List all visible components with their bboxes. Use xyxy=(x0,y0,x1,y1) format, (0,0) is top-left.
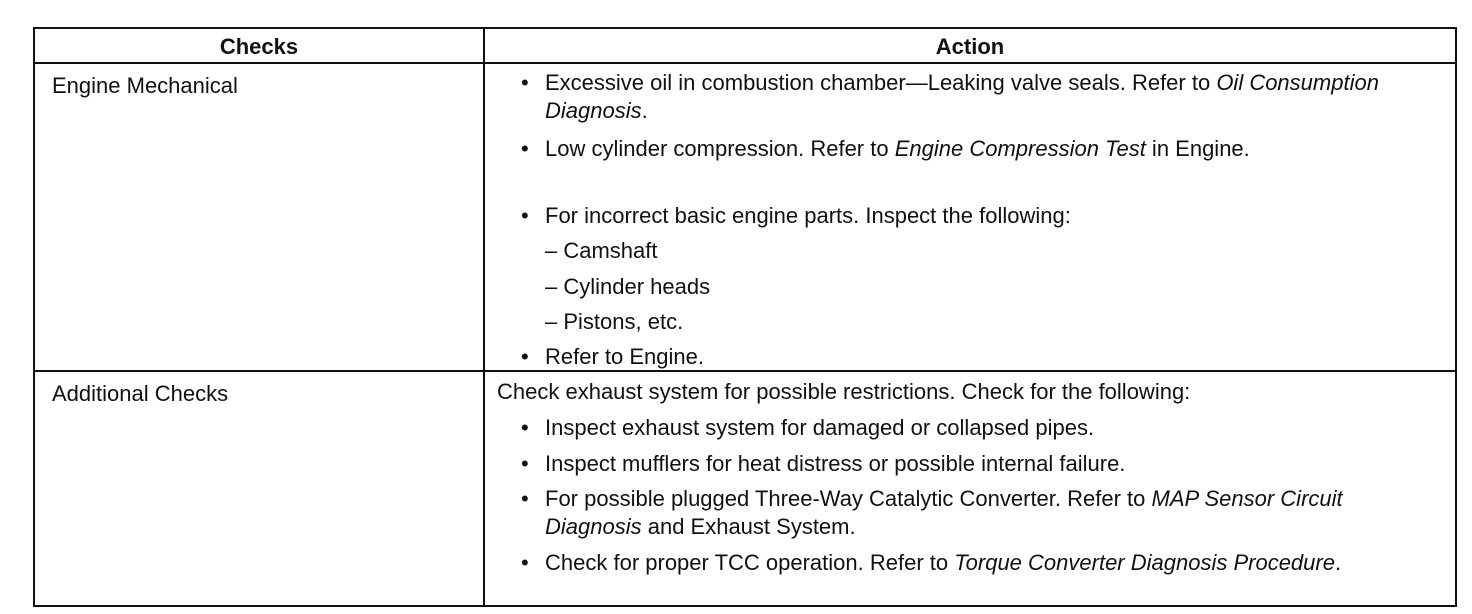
column-divider xyxy=(483,29,485,605)
action-column-header: Action xyxy=(935,34,1005,59)
bullet-icon: • xyxy=(521,203,529,228)
checks-column-header: Checks xyxy=(219,34,299,59)
check-additional-checks: Additional Checks xyxy=(52,381,229,406)
checks-action-table: Checks Action Engine Mechanical • Excessive oil in combustion chamber—Leaking valve seals. Refer to Oil Consumption Diagnosis. • Low cylinder compression. Refer to Engine Compression Test in Engine. • For incorrect basic engine parts. Inspect the following: – Camshaft – Cylinder heads – Pistons, etc. • Refer to Engine. Additional Checks Check exhaust system for possible restrictions. Check for the following: • Inspect exhaust system for damaged or collapsed pipes. • Inspect mufflers for heat distress or possible internal failure. • For possible plugged Three-Way Catalytic Converter. Refer to MAP Sensor Circuit Diagnosis and Exhaust System. • Check for proper TCC operation. Refer to Torque Converter Diagnosis Procedure. xyxy=(33,27,1457,607)
bullet-icon: • xyxy=(521,344,529,369)
bullet-icon: • xyxy=(521,486,529,511)
action-intro: Check exhaust system for possible restrictions. Check for the following: xyxy=(497,379,1191,404)
bullet-icon: • xyxy=(521,550,529,575)
check-engine-mechanical: Engine Mechanical xyxy=(52,73,238,98)
bullet-icon: • xyxy=(521,136,529,161)
bullet-icon: • xyxy=(521,70,529,95)
sub-list-item: – Pistons, etc. xyxy=(545,309,684,334)
sub-list-item: – Cylinder heads xyxy=(545,274,711,299)
bullet-icon: • xyxy=(521,415,529,440)
bullet-icon: • xyxy=(521,451,529,476)
sub-list-item: – Camshaft xyxy=(545,238,658,263)
